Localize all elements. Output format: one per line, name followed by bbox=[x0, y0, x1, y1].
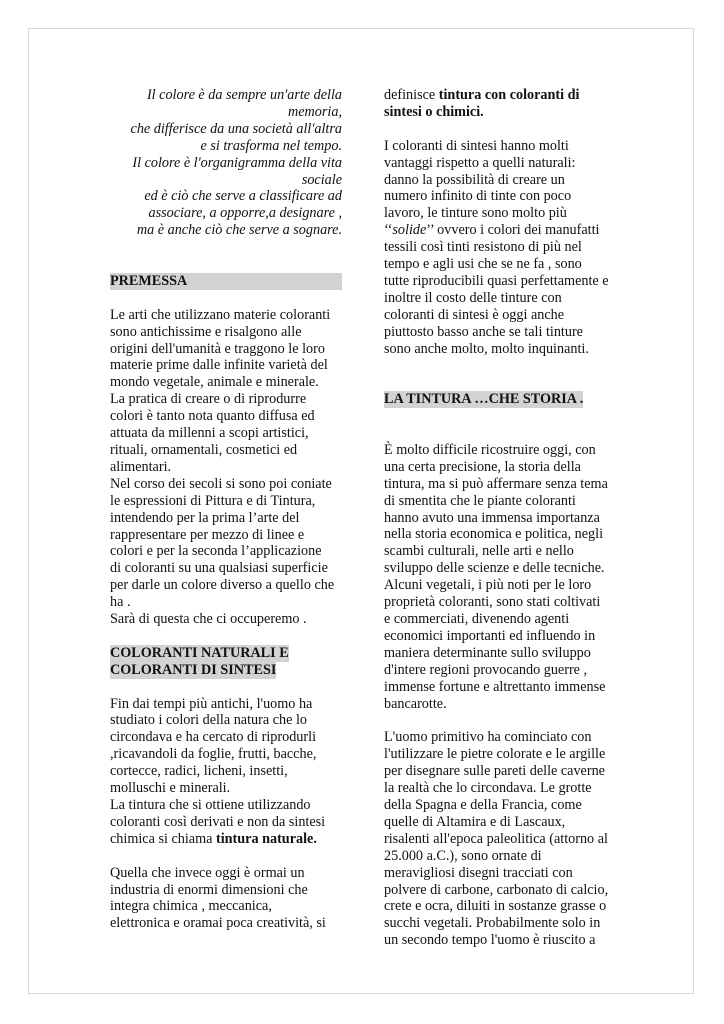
text-line: Sarà di questa che ci occuperemo . bbox=[110, 611, 307, 628]
epigraph-line: che differisce da una società all'altra bbox=[130, 120, 342, 137]
text-line: ha . bbox=[110, 594, 131, 611]
text-line bbox=[110, 831, 342, 848]
text-line: inoltre il costo delle tinture con bbox=[384, 289, 562, 306]
text-line: per disegnare sulle pareti delle caverne bbox=[384, 763, 605, 780]
text-line: integra chimica , meccanica, bbox=[110, 898, 272, 915]
text-span: chimica si chiama bbox=[110, 830, 216, 847]
epigraph bbox=[110, 87, 342, 239]
text-line: tempo e agli usi che se ne fa , sono bbox=[384, 256, 582, 273]
text-line: attuata da millenni a scopi artistici, bbox=[110, 425, 309, 442]
text-line: coloranti di sintesi è oggi anche bbox=[384, 306, 565, 323]
text-line: immense fortune e altrettanto immense bbox=[384, 678, 606, 695]
document-page bbox=[28, 28, 694, 994]
text-line: colori e per la seconda l’applicazione bbox=[110, 543, 322, 560]
heading-line: COLORANTI NATURALI E bbox=[110, 644, 289, 661]
epigraph-line: e si trasforma nel tempo. bbox=[200, 137, 342, 154]
text-line: polvere di carbone, carbonato di calcio, bbox=[384, 881, 609, 898]
text-line: materie prime dalle infinite varietà del bbox=[110, 357, 328, 374]
text-line: succhi vegetali. Probabilmente solo in bbox=[384, 915, 601, 932]
text-line: origini dell'umanità e traggono le loro bbox=[110, 340, 325, 357]
text-line: lavoro, le tinture sono molto più bbox=[384, 205, 567, 222]
text-line: È molto difficile ricostruire oggi, con bbox=[384, 441, 596, 458]
text-line: della Spagna e della Francia, come bbox=[384, 796, 582, 813]
text-line: alimentari. bbox=[110, 458, 172, 475]
italic-term: solide bbox=[392, 222, 427, 239]
text-line: sviluppo delle scienze e delle tecniche. bbox=[384, 560, 605, 577]
text-line: elettronica e oramai poca creatività, si bbox=[110, 915, 326, 932]
text-line: economici importanti ed influendo in bbox=[384, 627, 596, 644]
epigraph-line: sociale bbox=[301, 171, 342, 188]
storia-heading-row bbox=[384, 391, 619, 408]
epigraph-line: Il colore è l'organigramma della vita bbox=[132, 154, 342, 171]
definizione-paragraph bbox=[384, 87, 619, 121]
text-line: una certa precisione, la storia della bbox=[384, 458, 581, 475]
text-span: definisce bbox=[384, 87, 439, 103]
heading-line: COLORANTI DI SINTESI bbox=[110, 661, 277, 678]
text-line: le espressioni di Pittura e di Tintura, bbox=[110, 492, 316, 509]
premessa-heading: PREMESSA bbox=[110, 273, 342, 290]
text-line: hanno avuto una immensa importanza bbox=[384, 509, 600, 526]
text-line: maniera determinante sullo sviluppo bbox=[384, 644, 591, 661]
text-line bbox=[384, 104, 619, 121]
text-line: scambi culturali, nelle arti e nello bbox=[384, 543, 574, 560]
epigraph-line: memoria, bbox=[288, 103, 342, 120]
text-span: ’’ ovvero i colori dei manufatti bbox=[426, 222, 600, 239]
right-column bbox=[384, 87, 619, 949]
text-line: La pratica di creare o di riprodurre bbox=[110, 391, 307, 408]
text-line: La tintura che si ottiene utilizzando bbox=[110, 796, 311, 813]
left-column bbox=[110, 87, 342, 932]
text-line bbox=[384, 87, 619, 104]
text-line: l'utilizzare le pietre colorate e le argille bbox=[384, 746, 606, 763]
text-line: tutte riproducibili quasi perfettamente e bbox=[384, 272, 609, 289]
text-line: molluschi e minerali. bbox=[110, 780, 231, 797]
text-line: cortecce, radici, licheni, insetti, bbox=[110, 763, 288, 780]
text-line: meravigliosi disegni tracciati con bbox=[384, 864, 573, 881]
text-line: circondava e ha cercato di riprodurli bbox=[110, 729, 317, 746]
storia-heading: LA TINTURA …CHE STORIA . bbox=[384, 391, 584, 408]
epigraph-line: Il colore è da sempre un'arte della bbox=[146, 87, 342, 103]
epigraph-line: ed è ciò che serve a classificare ad bbox=[144, 188, 342, 205]
text-line: sono antichissime e risalgono alle bbox=[110, 323, 302, 340]
text-line: 25.000 a.C.), sono ornate di bbox=[384, 847, 542, 864]
text-line: mondo vegetale, animale e minerale. bbox=[110, 374, 319, 391]
text-line: bancarotte. bbox=[384, 695, 447, 712]
text-line: nella storia economica e politica, negli bbox=[384, 526, 604, 543]
text-line: tessili così tinti resistono di più nel bbox=[384, 239, 582, 256]
bold-term: sintesi o chimici. bbox=[384, 103, 484, 120]
text-line: Le arti che utilizzano materie coloranti bbox=[110, 306, 331, 323]
text-line: Quella che invece oggi è ormai un bbox=[110, 864, 305, 881]
text-line: sono anche molto, molto inquinanti. bbox=[384, 340, 589, 357]
epigraph-line: associare, a opporre,a designare , bbox=[148, 205, 342, 222]
text-line: numero infinito di tinte con poco bbox=[384, 188, 572, 205]
uomo-paragraph bbox=[384, 729, 619, 949]
coloranti-paragraph bbox=[110, 696, 342, 848]
text-line: di smentita che le piante coloranti bbox=[384, 492, 576, 509]
text-line: Nel corso dei secoli si sono poi coniate bbox=[110, 475, 332, 492]
text-line: studiato i colori della natura che lo bbox=[110, 712, 307, 729]
text-line: coloranti così derivati e non da sintesi bbox=[110, 813, 326, 830]
text-line: la realtà che lo circondava. Le grotte bbox=[384, 780, 592, 797]
text-line: colori è tanto nota quanto diffusa ed bbox=[110, 408, 315, 425]
text-line: di coloranti su una qualsiasi superficie bbox=[110, 560, 328, 577]
storia-paragraph bbox=[384, 442, 619, 713]
text-line: risalenti all'epoca paleolitica (attorno al bbox=[384, 830, 608, 847]
text-line: tintura, ma si può affermare senza tema bbox=[384, 475, 608, 492]
text-line: per darle un colore diverso a quello che bbox=[110, 577, 335, 594]
text-line: rappresentare per mezzo di linee e bbox=[110, 526, 305, 543]
text-line: rituali, ornamentali, cosmetici ed bbox=[110, 441, 298, 458]
text-line: ,ricavandoli da foglie, frutti, bacche, bbox=[110, 746, 317, 763]
sintesi-paragraph bbox=[384, 138, 619, 358]
text-span: ‘‘ bbox=[384, 222, 393, 239]
text-line: vantaggi rispetto a quelli naturali: bbox=[384, 154, 576, 171]
text-line: Alcuni vegetali, i più noti per le loro bbox=[384, 577, 592, 594]
text-line bbox=[384, 222, 619, 239]
text-line: Fin dai tempi più antichi, l'uomo ha bbox=[110, 695, 313, 712]
text-line: e commerciati, divenendo agenti bbox=[384, 611, 570, 628]
text-line: I coloranti di sintesi hanno molti bbox=[384, 137, 569, 154]
text-line: piuttosto basso anche se tali tinture bbox=[384, 323, 583, 340]
text-line: un secondo tempo l'uomo è riuscito a bbox=[384, 932, 596, 949]
text-line: quelle di Altamira e di Lascaux, bbox=[384, 813, 566, 830]
epigraph-line: ma è anche ciò che serve a sognare. bbox=[136, 222, 342, 239]
text-line: danno la possibilità di creare un bbox=[384, 171, 565, 188]
premessa-paragraph bbox=[110, 307, 342, 628]
coloranti-heading bbox=[110, 645, 342, 679]
text-line: industria di enormi dimensioni che bbox=[110, 881, 308, 898]
industria-paragraph bbox=[110, 865, 342, 933]
text-line: proprietà coloranti, sono stati coltivati bbox=[384, 594, 601, 611]
text-line: intendendo per la prima l’arte del bbox=[110, 509, 300, 526]
text-line: L'uomo primitivo ha cominciato con bbox=[384, 729, 592, 746]
text-line: d'intere regioni provocando guerre , bbox=[384, 661, 588, 678]
bold-term: tintura naturale. bbox=[215, 830, 317, 847]
bold-term: tintura con coloranti di bbox=[438, 87, 580, 103]
text-line: crete e ocra, diluiti in sostanze grasse o bbox=[384, 898, 607, 915]
